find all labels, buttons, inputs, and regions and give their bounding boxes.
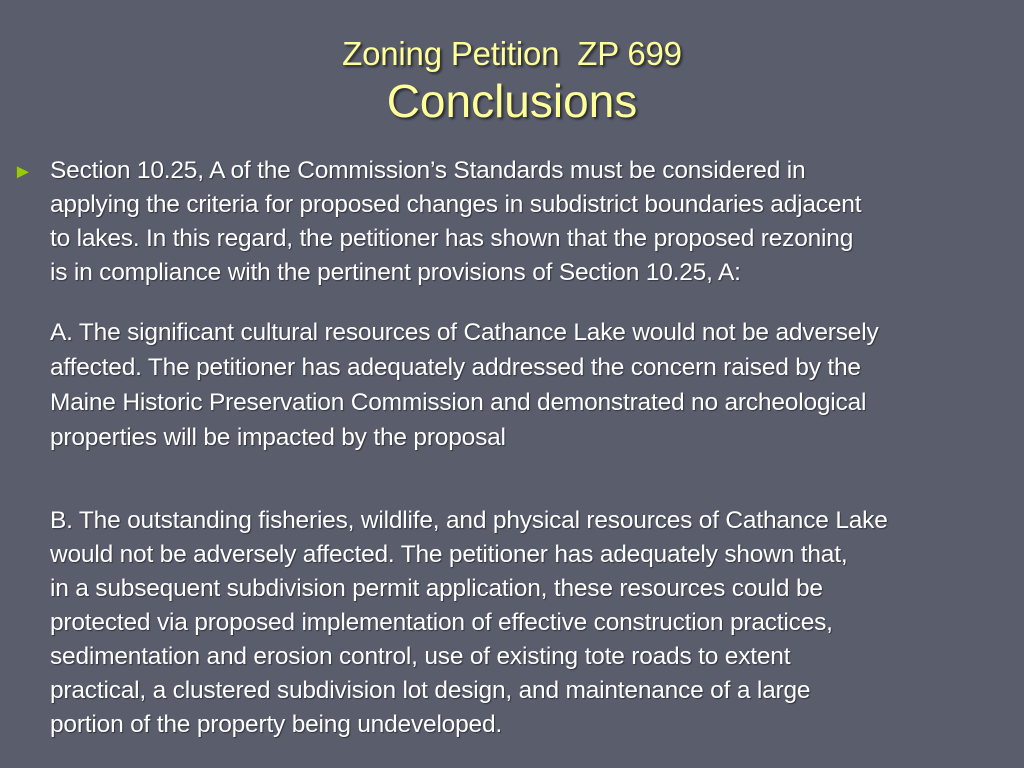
- paragraph-line: protected via proposed implementation of effective construction practices,: [50, 609, 833, 636]
- paragraph-line: would not be adversely affected. The petitioner has adequately shown that,: [50, 541, 848, 568]
- slide-title-line2: Conclusions: [386, 75, 638, 127]
- paragraph-item-b: [50, 504, 1024, 742]
- paragraph-line: to lakes. In this regard, the petitioner has shown that the proposed rezoning: [50, 225, 854, 252]
- paragraph-line: Maine Historic Preservation Commission and demonstrated no archeological: [50, 389, 867, 416]
- paragraph-line: in a subsequent subdivision permit application, these resources could be: [50, 575, 823, 602]
- paragraph-line: applying the criteria for proposed changes in subdistrict boundaries adjacent: [50, 191, 862, 218]
- paragraph-section-10-25: [50, 154, 1024, 290]
- paragraph-line: affected. The petitioner has adequately addressed the concern raised by the: [50, 354, 861, 381]
- slide-title-line1: Zoning Petition ZP 699: [342, 35, 682, 72]
- paragraph-item-a: [50, 315, 1024, 455]
- paragraph-line: is in compliance with the pertinent provisions of Section 10.25, A:: [50, 259, 741, 286]
- paragraph-line: properties will be impacted by the proposal: [50, 424, 506, 451]
- paragraph-line: sedimentation and erosion control, use of existing tote roads to extent: [50, 643, 791, 670]
- bullet-arrow-icon: ►: [13, 161, 33, 183]
- paragraph-line: portion of the property being undeveloped.: [50, 711, 502, 738]
- paragraph-line: Section 10.25, A of the Commission’s Standards must be considered in: [50, 157, 806, 184]
- paragraph-line: B. The outstanding fisheries, wildlife, and physical resources of Cathance Lake: [50, 507, 888, 534]
- paragraph-line: A. The significant cultural resources of Cathance Lake would not be adversely: [50, 319, 879, 346]
- paragraph-line: practical, a clustered subdivision lot design, and maintenance of a large: [50, 677, 811, 704]
- slide-title: [0, 34, 1024, 128]
